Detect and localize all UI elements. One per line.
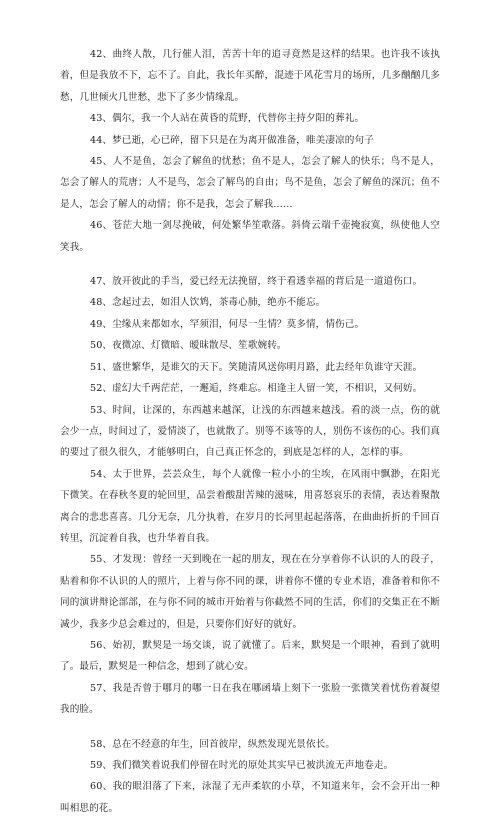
section-gap [60, 721, 440, 734]
paragraph-60: 60、我的眼泪落了下来，泳湿了无声柔软的小草，不知道来年，会不会开出一种叫相思的花。 [60, 781, 440, 814]
paragraph-51: 51、盛世繁华，是谁欠的天下。笑随清风送你明月路，此去经年负谁守天涯。 [90, 361, 423, 373]
paragraph-54: 54、太于世界，芸芸众生，每个人就像一粒小小的尘埃，在风雨中飘渺，在阳光下微笑。在春秋冬夏的轮回里，品尝着酸甜苦辣的滋味，用喜怒哀乐的表情，表达着聚散离合的悲悲喜喜。几分无奈，几分执着，在岁月的长河里起起落落，在曲曲折折的千回百转里，沉淀着自我，也升华着自我。 [60, 468, 440, 544]
paragraph-57: 57、我是否曾于哪月的哪一日在我在哪函墙上刻下一张脸一张微笑着忧伤着凝望我的脸。 [60, 682, 440, 716]
paragraph-42: 42、曲终人散，几行催人泪，苦苦十年的追寻竟然是这样的结果。也许我不该执着，但是我放不下，忘不了。自此，我长年买醉，混迹于风花雪月的场所，几多酗酗几多愁，几世倾火几世愁，悲下了多少情缘乱。 [60, 49, 440, 103]
paragraph-56: 56、始初，默契是一场交谈，说了就懂了。后来，默契是一个眼神，看到了就明了。最后，默契是一种信念，想到了就心安。 [60, 639, 440, 673]
paragraph-45: 45、人不是鱼，怎会了解鱼的忧愁；鱼不是人，怎会了解人的快乐；鸟不是人，怎会了解人的荒唐；人不是鸟，怎会了解鸟的自由；鸟不是鱼，怎会了解鱼的深沉；鱼不是人，怎会了解人的动情；你不是我，怎会了解我…… [60, 156, 440, 210]
paragraph-59: 59、我们微笑着说我们停留在时光的原处其实早已被洪流无声地卷走。 [90, 760, 394, 771]
section-gap [60, 258, 440, 271]
document-body [60, 44, 440, 819]
paragraph-49: 49、尘缘从来都如水，罕须泪，何尽一生情？莫多情，情伤己。 [90, 318, 365, 330]
paragraph-44: 44、梦已逝，心已碎，留下只是在为离开做准备，唯美凄凉的句子 [90, 134, 374, 146]
paragraph-55: 55、才发现：曾经一天到晚在一起的朋友，现在在分享着你不认识的人的段子，贴着和你不认识的人的照片，上着与你不同的课，讲着你不懂的专业术语，准备着和你不同的演讲辩论部部，在与你不同的城市开始着与你截然不同的生活，你们的交集正在不断减少，我多少总会难过的，但是，只要你们好好的就好。 [60, 554, 440, 630]
paragraph-47: 47、放开彼此的手当，爱已经无法挽留，终于看透幸福的背后是一道道伤口。 [90, 276, 423, 288]
paragraph-50: 50、夜微凉、灯微暗、暧昧散尽、笙歌婉转。 [90, 340, 287, 352]
paragraph-43: 43、偶尔，我一个人站在黄昏的荒野，代替你主持夕阳的葬礼。 [90, 113, 365, 125]
paragraph-53: 53、时间，让深的，东西越来越深，让浅的东西越来越浅。看的淡一点，伤的就会少一点，时间过了，爱情淡了，也就散了。别等不该等的人，别伤不该伤的心。我们真的要过了很久很久，才能够明白，自己真正怀念的，到底是怎样的人，怎样的事。 [60, 404, 440, 459]
paragraph-58: 58、总在不经意的年生，回首彼岸，纵然发现光景依长。 [90, 738, 336, 750]
paragraph-48: 48、念起过去，如泪人饮鸩，茶毒心肺，绝亦不能忘。 [90, 297, 326, 309]
paragraph-52: 52、虚幻大千两茫茫，一邂逅，终难忘。相逢主人留一笑，不相识，又何妨。 [90, 383, 423, 395]
paragraph-46: 46、苍茫大地一剑尽挽破，何处繁华笙歌落。斜倚云端千壶掩寂寞，纵使他人空笑我。 [60, 220, 440, 253]
